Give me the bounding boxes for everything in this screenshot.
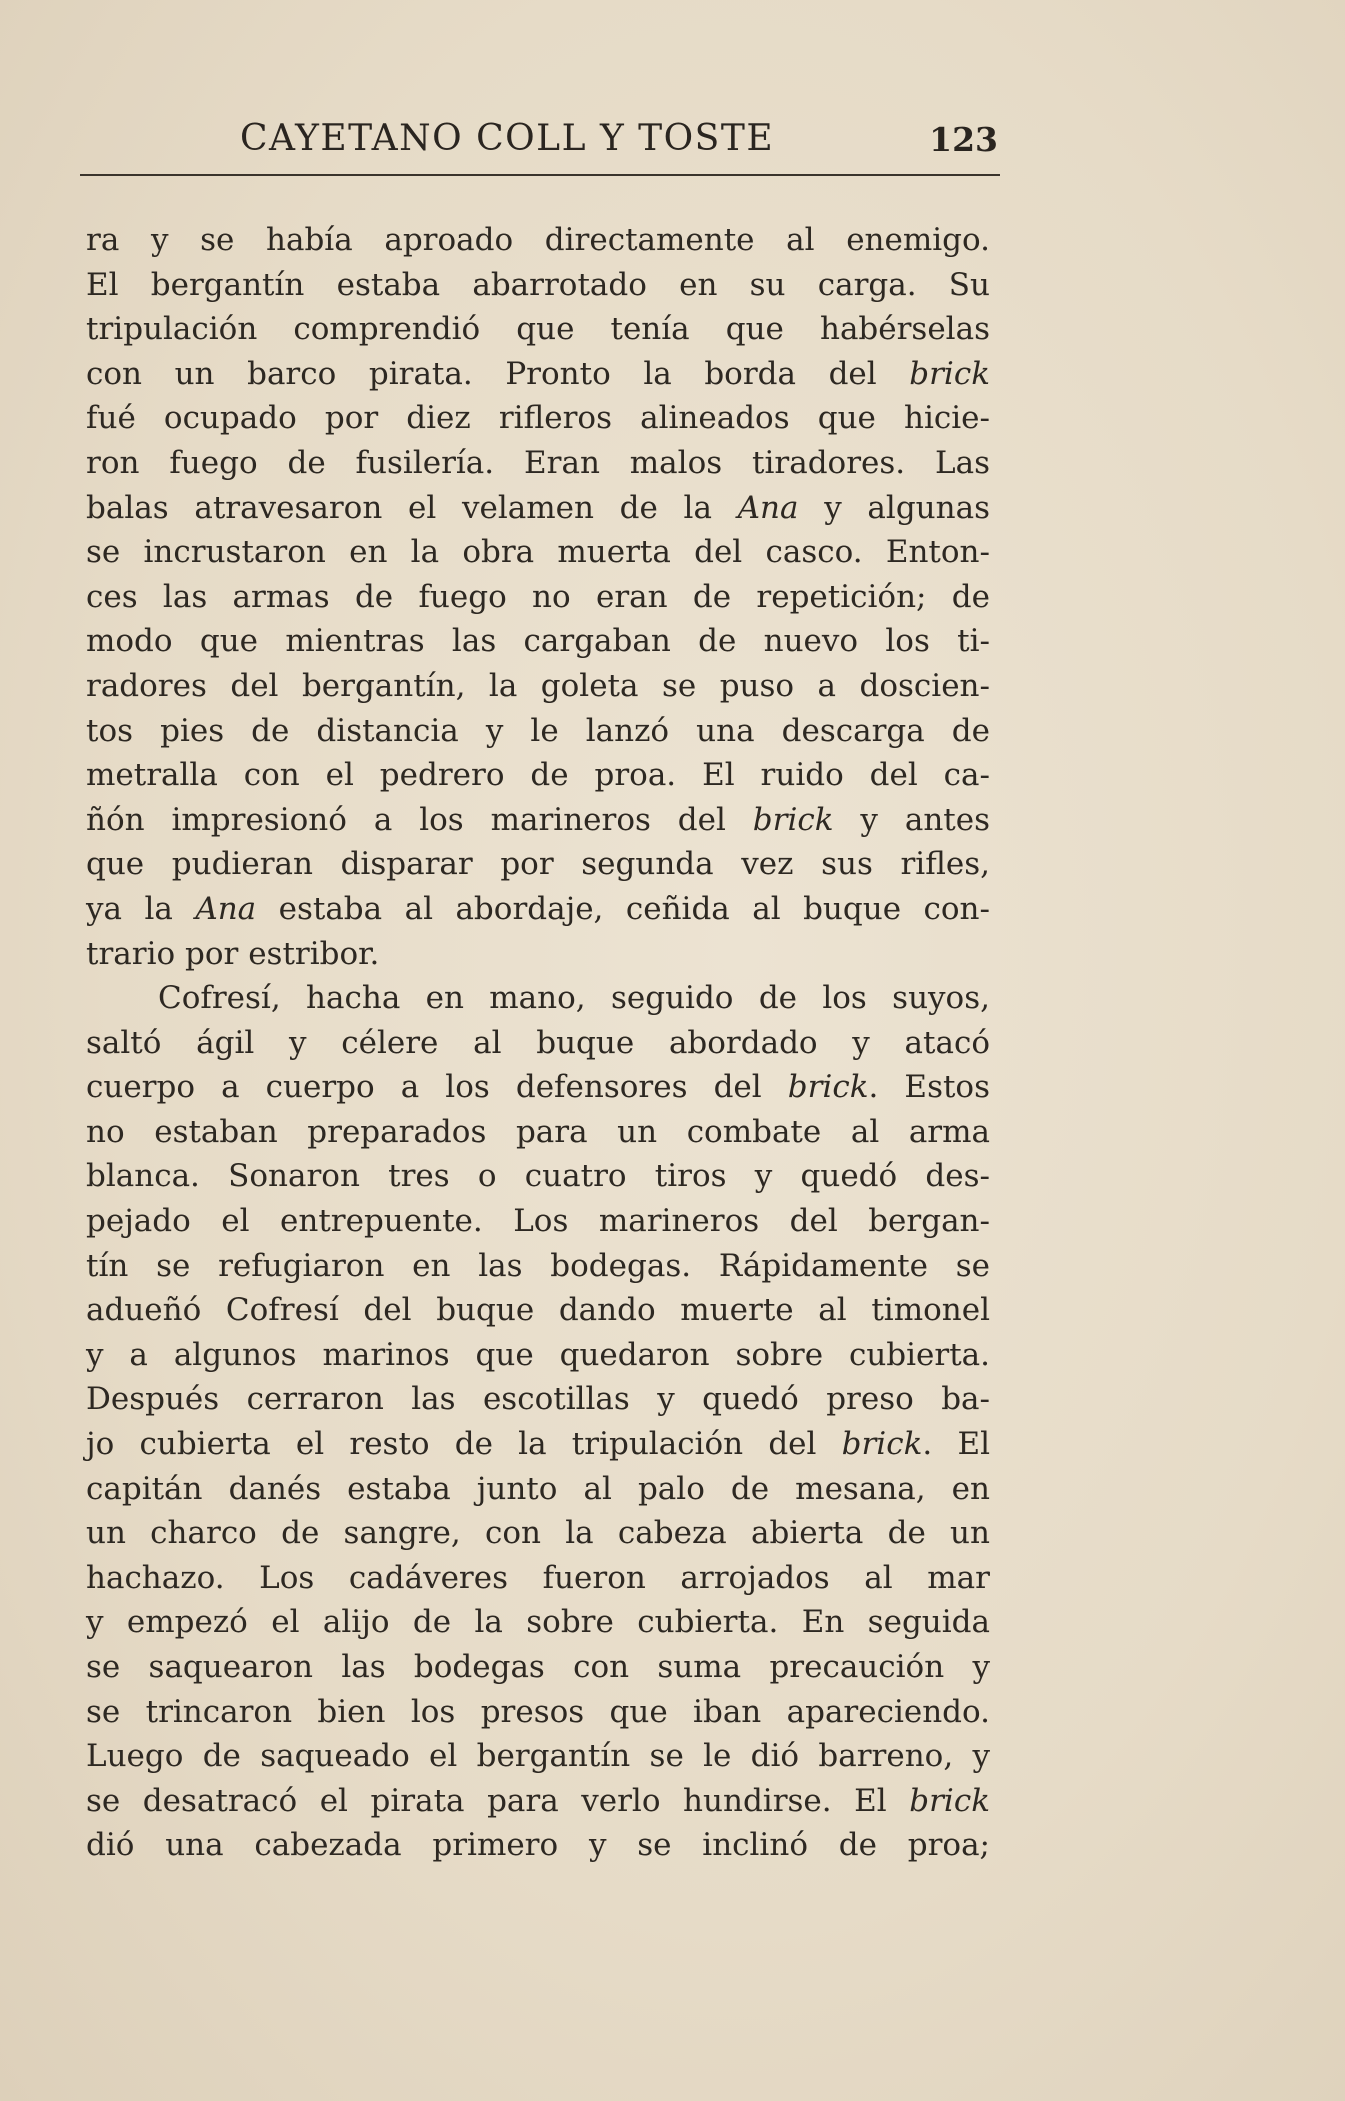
text-line: no estaban preparados para un combate al arma <box>86 1113 990 1150</box>
text-line: fué ocupado por diez rifleros alineados que hicie- <box>86 400 990 437</box>
text-line: y empezó el alijo de la sobre cubierta. En seguida <box>86 1604 990 1641</box>
text-line: hachazo. Los cadáveres fueron arrojados al mar <box>86 1559 990 1596</box>
paragraph-1 <box>86 218 990 976</box>
text-line: tos pies de distancia y le lanzó una descarga de <box>86 712 990 749</box>
text-line: se incrustaron en la obra muerta del casco. Enton- <box>86 534 990 571</box>
text-line: se trincaron bien los presos que iban apareciendo. <box>86 1693 990 1730</box>
text-line: balas atravesaron el velamen de la Ana y algunas <box>86 489 990 526</box>
text-line: metralla con el pedrero de proa. El ruido del ca- <box>86 757 990 794</box>
text-line: Después cerraron las escotillas y quedó preso ba- <box>86 1381 990 1418</box>
text-line: ñón impresionó a los marineros del brick y antes <box>86 801 990 838</box>
text-line: trario por estribor. <box>86 935 380 972</box>
text-line: tín se refugiaron en las bodegas. Rápidamente se <box>86 1247 990 1284</box>
page-header <box>86 118 998 178</box>
text-line: Cofresí, hacha en mano, seguido de los suyos, <box>158 980 990 1017</box>
text-line: radores del bergantín, la goleta se puso a doscien- <box>86 667 990 704</box>
text-line: se saquearon las bodegas con suma precaución y <box>86 1649 990 1685</box>
text-line: que pudieran disparar por segunda vez sus rifles, <box>86 846 990 883</box>
text-line: se desatracó el pirata para verlo hundirse. El brick <box>86 1782 990 1819</box>
page-number: 123 <box>929 120 998 159</box>
text-line: El bergantín estaba abarrotado en su carga. Su <box>86 266 990 303</box>
text-line: jo cubierta el resto de la tripulación del brick. El <box>86 1426 990 1463</box>
text-line: pejado el entrepuente. Los marineros del bergan- <box>86 1203 990 1240</box>
header-rule <box>80 174 1000 176</box>
text-line: dió una cabezada primero y se inclinó de proa; <box>86 1827 990 1864</box>
text-line: con un barco pirata. Pronto la borda del brick <box>86 355 990 392</box>
text-line: Luego de saqueado el bergantín se le dió barreno, y <box>86 1738 990 1775</box>
body-text <box>86 218 990 1868</box>
text-line: capitán danés estaba junto al palo de mesana, en <box>86 1470 990 1507</box>
text-line: ya la Ana estaba al abordaje, ceñida al buque con- <box>86 890 990 927</box>
text-line: adueñó Cofresí del buque dando muerte al timonel <box>86 1292 990 1329</box>
text-line: y a algunos marinos que quedaron sobre cubierta. <box>86 1336 990 1373</box>
text-line: saltó ágil y célere al buque abordado y atacó <box>86 1024 990 1061</box>
paragraph-2 <box>86 976 990 1868</box>
running-head: CAYETANO COLL Y TOSTE <box>240 118 775 159</box>
text-line: ra y se había aproado directamente al enemigo. <box>86 222 990 258</box>
text-line: ron fuego de fusilería. Eran malos tiradores. Las <box>86 444 990 481</box>
text-line: tripulación comprendió que tenía que habérselas <box>86 311 990 348</box>
text-line: blanca. Sonaron tres o cuatro tiros y quedó des- <box>86 1158 990 1195</box>
text-line: cuerpo a cuerpo a los defensores del brick. Estos <box>86 1069 991 1106</box>
text-line: ces las armas de fuego no eran de repetición; de <box>86 578 990 615</box>
text-line: modo que mientras las cargaban de nuevo los ti- <box>86 623 990 660</box>
text-line: un charco de sangre, con la cabeza abierta de un <box>86 1515 990 1552</box>
